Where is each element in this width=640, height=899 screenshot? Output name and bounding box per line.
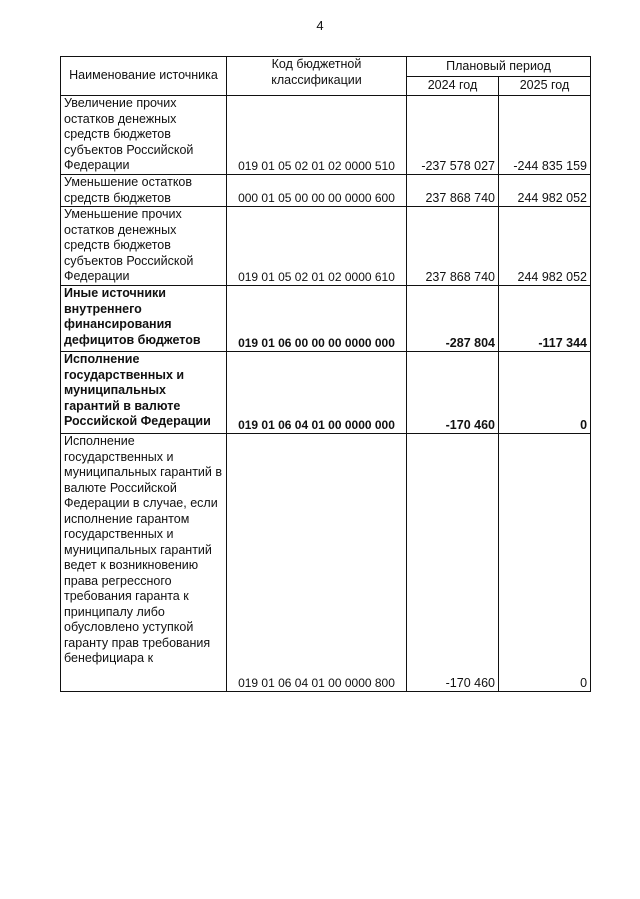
table-row bbox=[61, 207, 591, 286]
row-budget-code: 019 01 06 00 00 00 0000 000 bbox=[227, 286, 407, 352]
row-value-2025: 244 982 052 bbox=[499, 175, 591, 207]
row-source-name: Исполнение государственных и муниципальных гарантий в валюте Российской Федерации bbox=[61, 352, 227, 434]
row-value-2024: -287 804 bbox=[407, 286, 499, 352]
header-year-2025: 2025 год bbox=[499, 76, 591, 96]
budget-sources-table bbox=[60, 56, 591, 692]
page-number: 4 bbox=[316, 18, 324, 33]
row-budget-code: 019 01 06 04 01 00 0000 800 bbox=[227, 434, 407, 692]
row-budget-code: 019 01 06 04 01 00 0000 000 bbox=[227, 352, 407, 434]
row-value-2025: 244 982 052 bbox=[499, 207, 591, 286]
row-source-name: Исполнение государственных и муниципальных гарантий в валюте Российской Федерации в случае, если исполнение гарантом государственных и муниципальных гарантий ведет к возникновению права регрессного требования гаранта к принципалу либо обусловлено уступкой гаранту прав требования бенефициара к bbox=[61, 434, 227, 692]
row-source-name: Иные источники внутреннего финансирования дефицитов бюджетов bbox=[61, 286, 227, 352]
table-row bbox=[61, 96, 591, 175]
row-value-2024: 237 868 740 bbox=[407, 175, 499, 207]
row-value-2025: -244 835 159 bbox=[499, 96, 591, 175]
row-value-2024: -237 578 027 bbox=[407, 96, 499, 175]
row-value-2025: 0 bbox=[499, 352, 591, 434]
row-budget-code: 019 01 05 02 01 02 0000 610 bbox=[227, 207, 407, 286]
table-row bbox=[61, 286, 591, 352]
row-value-2024: 237 868 740 bbox=[407, 207, 499, 286]
table-row bbox=[61, 352, 591, 434]
row-value-2024: -170 460 bbox=[407, 352, 499, 434]
table-row bbox=[61, 175, 591, 207]
row-budget-code: 000 01 05 00 00 00 0000 600 bbox=[227, 175, 407, 207]
header-planning-period: Плановый период bbox=[407, 57, 591, 77]
row-value-2025: -117 344 bbox=[499, 286, 591, 352]
table-row bbox=[61, 434, 591, 692]
row-budget-code: 019 01 05 02 01 02 0000 510 bbox=[227, 96, 407, 175]
header-source-name: Наименование источника bbox=[61, 57, 227, 96]
row-source-name: Уменьшение остатков средств бюджетов bbox=[61, 175, 227, 207]
header-year-2024: 2024 год bbox=[407, 76, 499, 96]
row-source-name: Уменьшение прочих остатков денежных средств бюджетов субъектов Российской Федерации bbox=[61, 207, 227, 286]
row-source-name: Увеличение прочих остатков денежных средств бюджетов субъектов Российской Федерации bbox=[61, 96, 227, 175]
header-budget-code: Код бюджетной классификации bbox=[227, 57, 407, 96]
row-value-2024: -170 460 bbox=[407, 434, 499, 692]
row-value-2025: 0 bbox=[499, 434, 591, 692]
